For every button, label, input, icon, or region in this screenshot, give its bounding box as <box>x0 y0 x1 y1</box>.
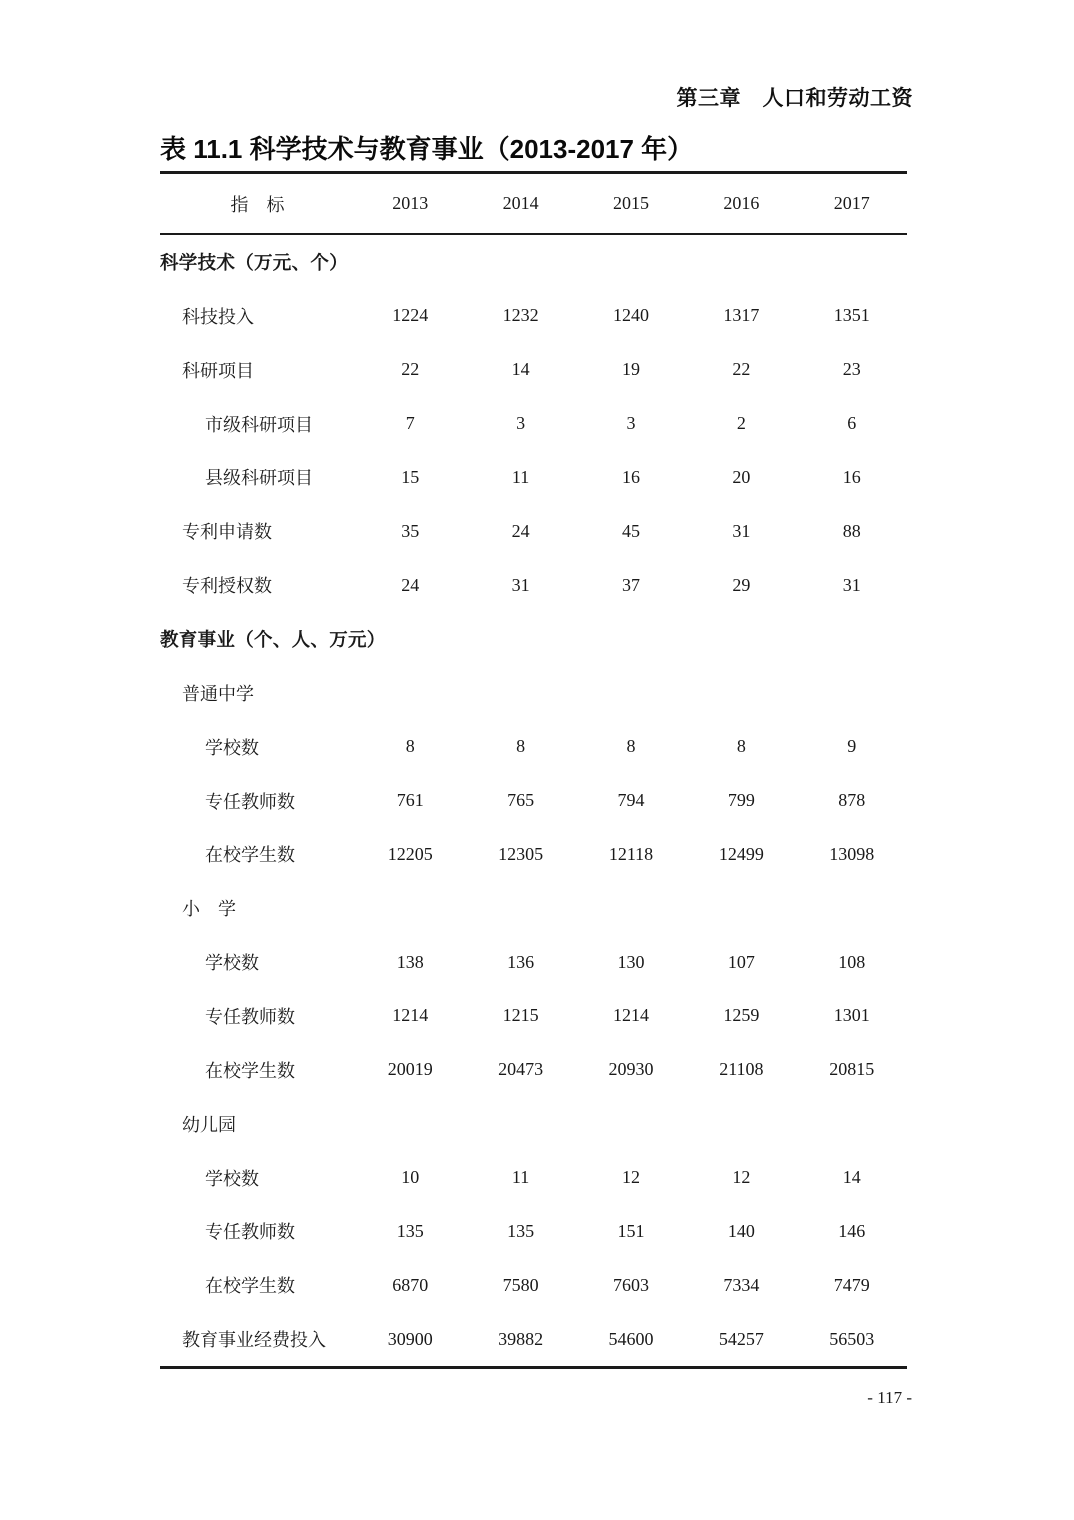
row-label: 幼儿园 <box>182 1114 236 1135</box>
cell-value: 12305 <box>498 843 544 864</box>
table-bottom-rule <box>160 1366 907 1369</box>
table-row <box>160 720 907 774</box>
cell-value: 799 <box>727 790 755 811</box>
cell-value: 29 <box>732 574 751 595</box>
table-row <box>160 612 907 666</box>
cell-value: 12205 <box>387 843 433 864</box>
row-label: 在校学生数 <box>205 845 295 866</box>
cell-value: 6 <box>847 413 857 433</box>
cell-value: 24 <box>401 574 420 595</box>
table-row <box>160 558 907 612</box>
column-header-year: 2017 <box>833 193 870 213</box>
cell-value: 16 <box>621 466 640 487</box>
column-header-year: 2013 <box>392 193 429 213</box>
cell-value: 37 <box>621 574 640 595</box>
cell-value: 8 <box>736 736 746 757</box>
cell-value: 16 <box>842 466 861 487</box>
table-row <box>160 450 907 504</box>
cell-value: 11 <box>511 1167 530 1188</box>
cell-value: 20815 <box>829 1059 875 1080</box>
table-row <box>160 343 907 397</box>
cell-value: 151 <box>617 1220 645 1241</box>
cell-value: 8 <box>516 736 526 757</box>
row-label: 专任教师数 <box>205 1006 295 1027</box>
cell-value: 8 <box>405 736 415 757</box>
cell-value: 20 <box>732 466 751 487</box>
cell-value: 31 <box>732 520 751 541</box>
table-row <box>160 235 907 289</box>
cell-value: 22 <box>401 359 420 380</box>
cell-value: 135 <box>396 1220 424 1241</box>
section-label: 科学技术（万元、个） <box>160 253 349 274</box>
cell-value: 138 <box>396 951 424 972</box>
row-label: 专任教师数 <box>205 791 295 812</box>
table-header-row <box>160 174 907 233</box>
cell-value: 1214 <box>392 1005 429 1026</box>
row-label: 县级科研项目 <box>205 468 313 489</box>
cell-value: 7580 <box>502 1274 539 1295</box>
cell-value: 794 <box>617 790 645 811</box>
cell-value: 12 <box>732 1167 751 1188</box>
cell-value: 10 <box>401 1167 420 1188</box>
row-label: 市级科研项目 <box>205 414 313 435</box>
cell-value: 31 <box>842 574 861 595</box>
cell-value: 878 <box>838 790 866 811</box>
column-header-year: 2015 <box>612 193 649 213</box>
cell-value: 1215 <box>502 1005 539 1026</box>
table-row <box>160 774 907 828</box>
table-body <box>160 235 907 1366</box>
cell-value: 1351 <box>833 305 870 326</box>
cell-value: 21108 <box>719 1059 764 1080</box>
cell-value: 19 <box>621 359 640 380</box>
cell-value: 13098 <box>829 843 875 864</box>
cell-value: 107 <box>727 951 755 972</box>
cell-value: 3 <box>626 413 636 433</box>
column-header-year: 2016 <box>723 193 760 213</box>
row-label: 学校数 <box>205 953 259 974</box>
cell-value: 1232 <box>502 305 539 326</box>
cell-value: 130 <box>617 951 645 972</box>
row-label: 普通中学 <box>182 683 254 704</box>
table-row <box>160 827 907 881</box>
column-header-indicator: 指 标 <box>230 194 285 215</box>
row-label: 教育事业经费投入 <box>182 1330 326 1351</box>
table-row <box>160 935 907 989</box>
cell-value: 108 <box>838 951 866 972</box>
cell-value: 1259 <box>723 1005 760 1026</box>
cell-value: 35 <box>401 520 420 541</box>
cell-value: 1214 <box>612 1005 649 1026</box>
cell-value: 12499 <box>718 843 764 864</box>
row-label: 在校学生数 <box>205 1060 295 1081</box>
cell-value: 136 <box>507 951 535 972</box>
cell-value: 20930 <box>608 1059 654 1080</box>
table-row <box>160 989 907 1043</box>
cell-value: 23 <box>842 359 861 380</box>
chapter-header: 第三章 人口和劳动工资 <box>676 87 913 110</box>
cell-value: 31 <box>511 574 530 595</box>
cell-value: 3 <box>516 413 526 433</box>
cell-value: 2 <box>736 413 746 433</box>
page-number: - 117 - <box>867 1388 912 1407</box>
row-label: 小 学 <box>182 899 236 920</box>
row-label: 学校数 <box>205 737 259 758</box>
cell-value: 765 <box>507 790 535 811</box>
cell-value: 45 <box>621 520 640 541</box>
cell-value: 140 <box>727 1220 755 1241</box>
row-label: 科技投入 <box>182 306 254 327</box>
cell-value: 88 <box>842 520 861 541</box>
table-row <box>160 1258 907 1312</box>
cell-value: 1224 <box>392 305 429 326</box>
row-label: 学校数 <box>205 1168 259 1189</box>
cell-value: 11 <box>511 466 530 487</box>
cell-value: 39882 <box>498 1328 544 1349</box>
table-row <box>160 666 907 720</box>
row-label: 专任教师数 <box>205 1222 295 1243</box>
cell-value: 7603 <box>612 1274 649 1295</box>
cell-value: 54600 <box>608 1328 654 1349</box>
cell-value: 12118 <box>608 843 654 864</box>
cell-value: 7479 <box>833 1274 870 1295</box>
table-row <box>160 1151 907 1205</box>
cell-value: 14 <box>842 1167 861 1188</box>
cell-value: 12 <box>621 1167 640 1188</box>
cell-value: 30900 <box>387 1328 433 1349</box>
column-header-year: 2014 <box>502 193 539 213</box>
table-row <box>160 881 907 935</box>
cell-value: 7334 <box>723 1274 760 1295</box>
table-row <box>160 504 907 558</box>
cell-value: 146 <box>838 1220 866 1241</box>
cell-value: 1317 <box>723 305 760 326</box>
table-row <box>160 289 907 343</box>
cell-value: 56503 <box>829 1328 875 1349</box>
cell-value: 135 <box>507 1220 535 1241</box>
cell-value: 15 <box>401 466 420 487</box>
row-label: 专利申请数 <box>182 522 272 543</box>
row-label: 科研项目 <box>182 360 254 381</box>
cell-value: 22 <box>732 359 751 380</box>
table-row <box>160 397 907 451</box>
cell-value: 1240 <box>612 305 649 326</box>
table-row <box>160 1043 907 1097</box>
table-row <box>160 1312 907 1366</box>
cell-value: 8 <box>626 736 636 757</box>
row-label: 在校学生数 <box>205 1276 295 1297</box>
cell-value: 24 <box>511 520 530 541</box>
cell-value: 6870 <box>392 1274 429 1295</box>
statistics-table <box>160 134 907 1369</box>
table-row <box>160 1097 907 1151</box>
cell-value: 14 <box>511 359 530 380</box>
cell-value: 761 <box>396 790 424 811</box>
table-row <box>160 1204 907 1258</box>
cell-value: 1301 <box>833 1005 870 1026</box>
cell-value: 20473 <box>498 1059 544 1080</box>
cell-value: 9 <box>847 736 857 757</box>
section-label: 教育事业（个、人、万元） <box>160 630 386 651</box>
cell-value: 7 <box>405 413 415 433</box>
table-title: 表 11.1 科学技术与教育事业（2013-2017 年） <box>160 134 694 164</box>
cell-value: 54257 <box>718 1328 764 1349</box>
cell-value: 20019 <box>387 1059 433 1080</box>
row-label: 专利授权数 <box>182 576 272 597</box>
